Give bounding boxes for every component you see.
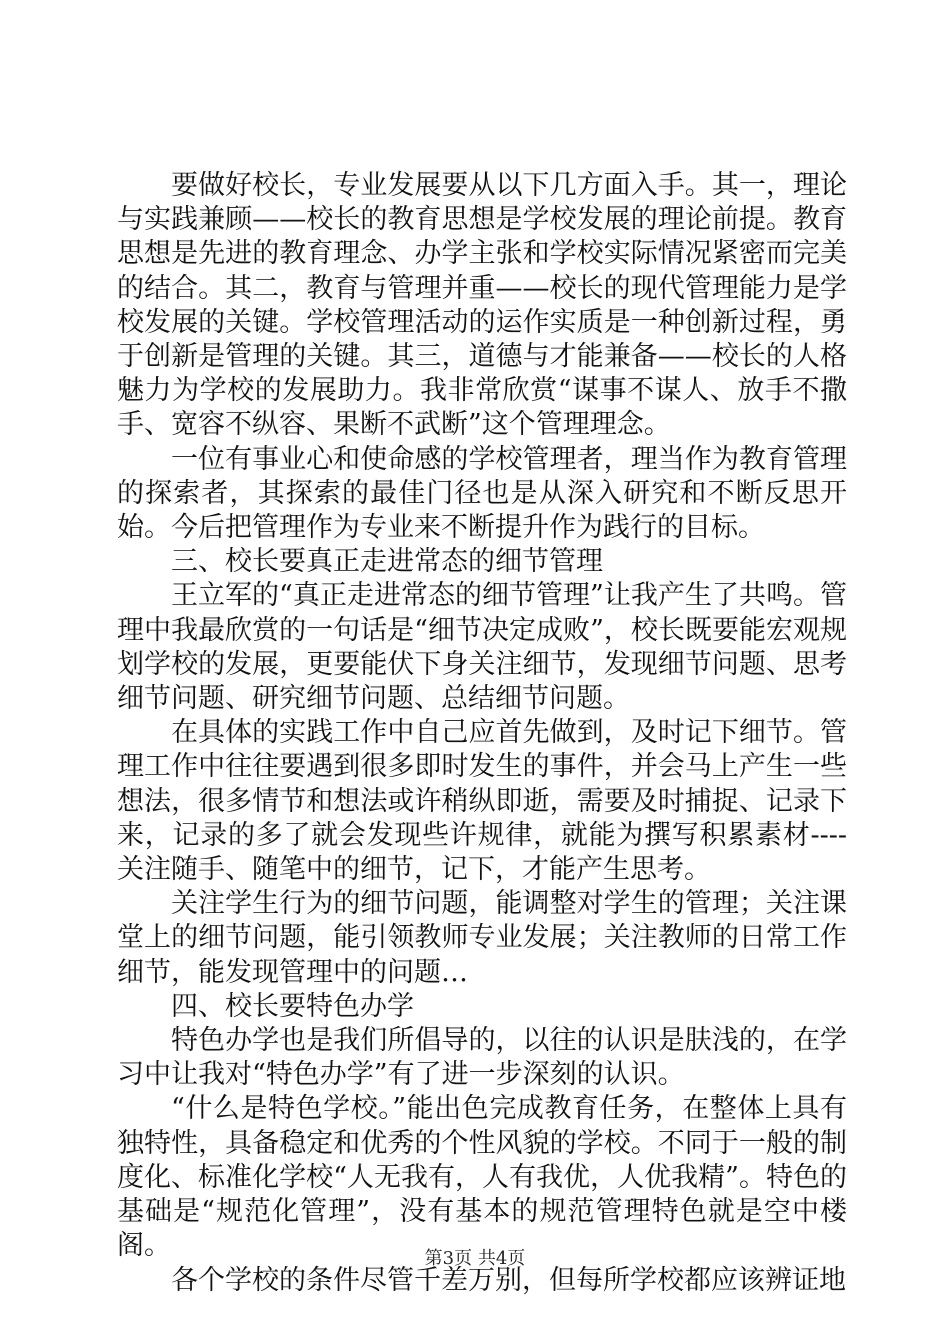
paragraph: 要做好校长，专业发展要从以下几方面入手。其一，理论与实践兼顾——校长的教育思想是学校发展的理论前提。教育思想是先进的教育理念、办学主张和学校实际情况紧密而完美的结合。其二，教育与管理并重——校长的现代管理能力是学校发展的关键。学校管理活动的运作实质是一种创新过程，勇于创新是管理的关键。其三，道德与才能兼备——校长的人格魅力为学校的发展助力。我非常欣赏“谋事不谋人、放手不撒手、宽容不纵容、果断不武断”这个管理理念。 <box>117 170 847 441</box>
paragraph: 各个学校的条件尽管千差万别，但每所学校都应该辨证地 <box>171 1264 846 1296</box>
paragraph: 在具体的实践工作中自己应首先做到，及时记下细节。管理工作中往往要遇到很多即时发生的事件，并会马上产生一些想法，很多情节和想法或许稍纵即逝，需要及时捕捉、记录下来，记录的多了就会发现些许规律，就能为撰写积累素材----关注随手、随笔中的细节，记下，才能产生思考。 <box>117 717 847 886</box>
document-body <box>117 169 847 1298</box>
paragraph: 关注学生行为的细节问题，能调整对学生的管理；关注课堂上的细节问题，能引领教师专业发展；关注教师的日常工作细节，能发现管理中的问题… <box>117 888 847 988</box>
page-footer: 第3页 共4页 <box>424 1248 526 1269</box>
paragraph: 一位有事业心和使命感的学校管理者，理当作为教育管理的探索者，其探索的最佳门径也是从深入研究和不断反思开始。今后把管理作为专业来不断提升作为践行的目标。 <box>117 443 847 544</box>
section-heading: 三、校长要真正走进常态的细节管理 <box>171 546 603 578</box>
section-heading: 四、校长要特色办学 <box>171 990 414 1022</box>
paragraph: 王立军的“真正走进常态的细节管理”让我产生了共鸣。管理中我最欣赏的一句话是“细节决定成败”，校长既要能宏观规划学校的发展，更要能伏下身关注细节，发现细节问题、思考细节问题、研究细节问题、总结细节问题。 <box>117 580 847 715</box>
paragraph: 特色办学也是我们所倡导的，以往的认识是肤浅的，在学习中让我对“特色办学”有了进一步深刻的认识。 <box>117 1025 847 1091</box>
paragraph: “什么是特色学校。”能出色完成教育任务，在整体上具有独特性，具备稳定和优秀的个性风貌的学校。不同于一般的制度化、标准化学校“人无我有，人有我优，人优我精”。特色的基础是“规范化管理”，没有基本的规范管理特色就是空中楼阁。 <box>117 1093 847 1262</box>
